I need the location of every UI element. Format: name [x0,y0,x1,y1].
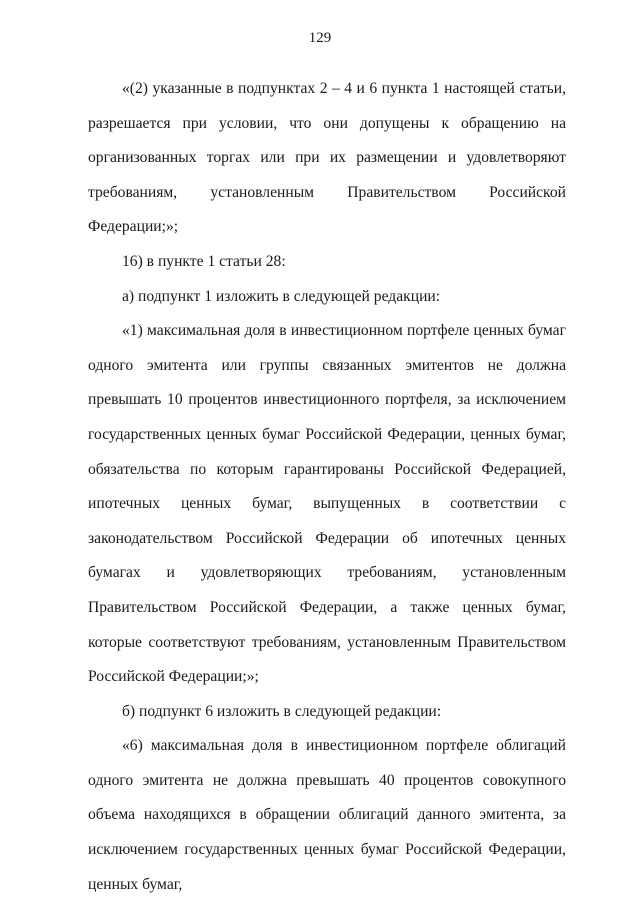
paragraph-item-1-text: «1) максимальная доля в инвестиционном портфеле ценных бумаг одного эмитента или группы связанных эмитентов не должна превышать 10 процентов инвестиционного портфеля, за исключением государственных ценных бумаг Российской Федерации, ценных бумаг, обязательства по которым гарантированы Российской Федерацией, ипотечных ценных бумаг, выпущенных в соответствии с законодательством Российской Федерации об ипотечных ценных бумагах и удовлетворяющих требованиям, установленным Правительством Российской Федерации, а также ценных бумаг, которые соответствуют требованиям, установленным Правительством Российской Федерации;»; [88,322,566,686]
paragraph-item-2-conditions: «(2) указанные в подпунктах 2 – 4 и 6 пункта 1 настоящей статьи, разрешается при условии, что они допущены к обращению на организованных торгах или при их размещении и удовлетворяют требованиям, установленным Правительством Российской Федерации;»; [88,80,566,236]
paragraph-item-6-text: «6) максимальная доля в инвестиционном портфеле облигаций одного эмитента не должна превышать 40 процентов совокупного объема находящихся в обращении облигаций данного эмитента, за исключением государственных ценных бумаг Российской Федерации, ценных бумаг, [88,737,566,893]
document-body [88,72,566,902]
paragraph-amendment-16: 16) в пункте 1 статьи 28: [122,252,286,270]
page-number: 129 [308,30,332,46]
paragraph-subitem-b: б) подпункт 6 изложить в следующей редакции: [122,702,442,720]
paragraph-subitem-a: а) подпункт 1 изложить в следующей редакции: [122,287,441,305]
